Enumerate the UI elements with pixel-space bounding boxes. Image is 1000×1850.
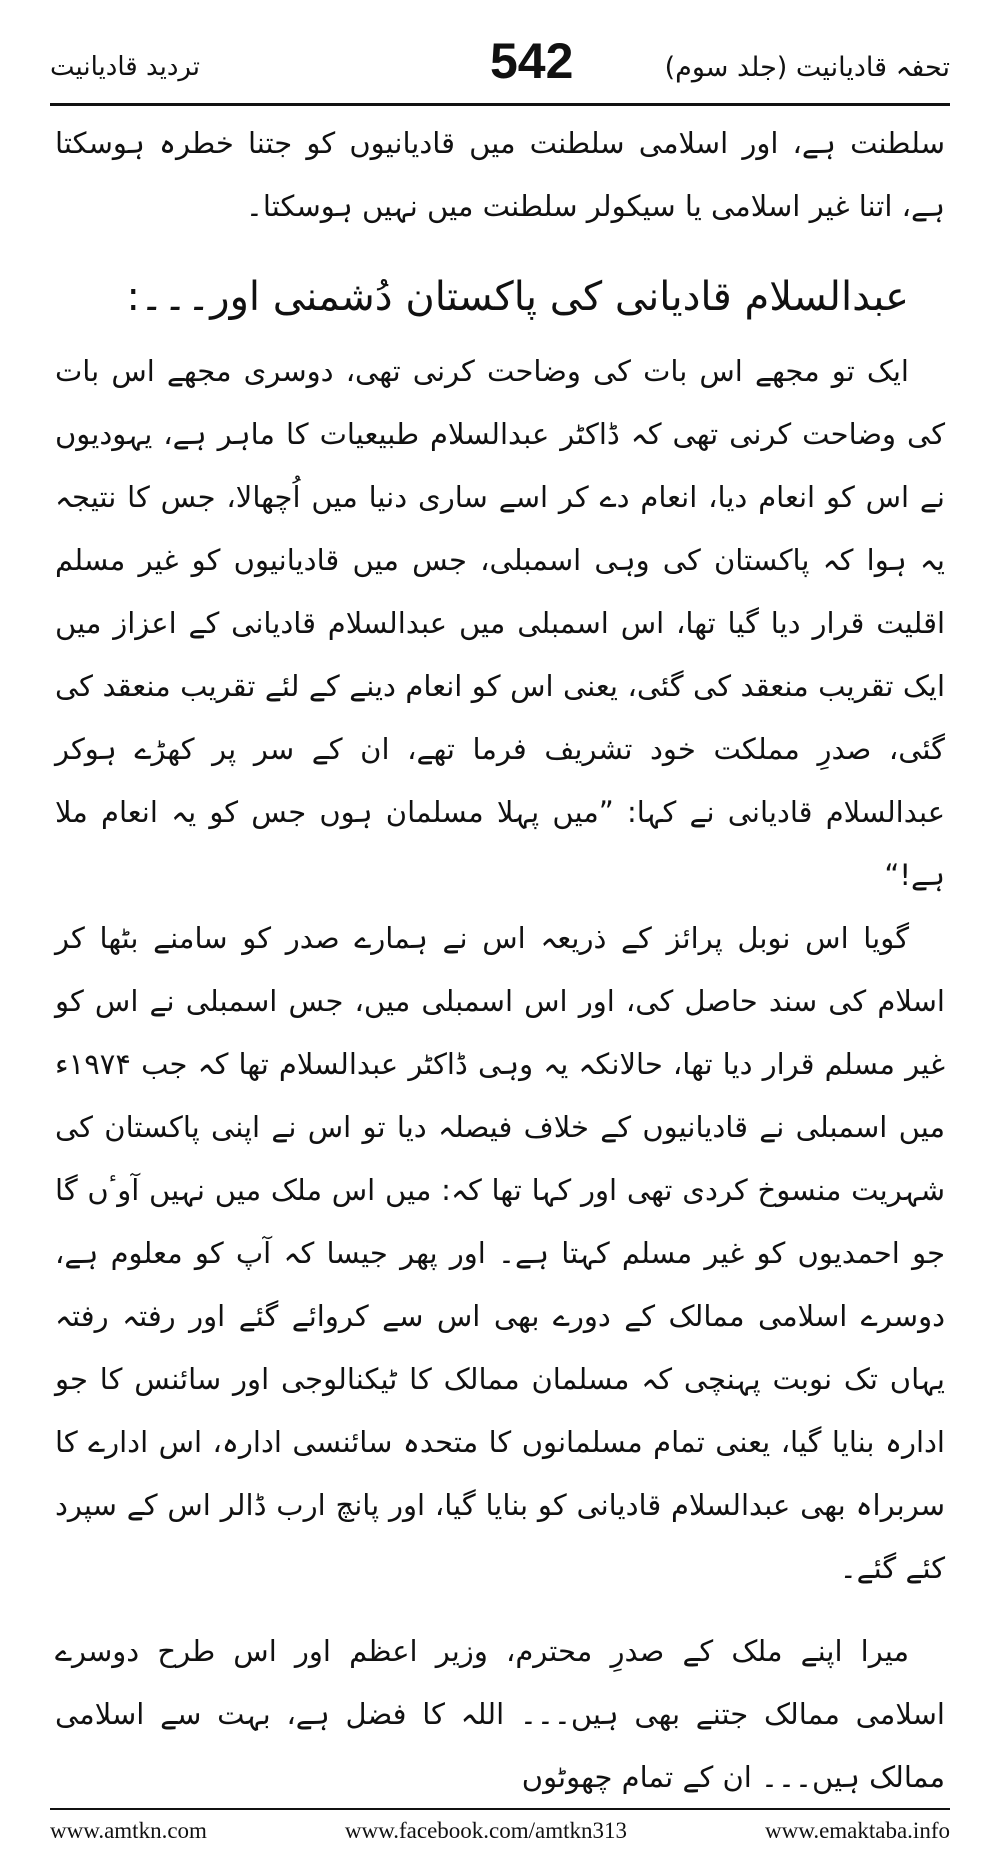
footer-link-emaktaba[interactable]: www.emaktaba.info (764, 1818, 950, 1843)
header-divider (50, 103, 950, 106)
page-footer (50, 1816, 950, 1846)
section-heading: عبدالسلام قادیانی کی پاکستان دُشمنی اور۔۔۔: (126, 274, 909, 320)
paragraph-1: ایک تو مجھے اس بات کی وضاحت کرنی تھی، دوسری مجھے اس بات کی وضاحت کرنی تھی کہ ڈاکٹر عبدالسلام طبیعیات کا ماہر ہے، یہودیوں نے اس کو انعام دیا، انعام دے کر اسے ساری دنیا میں اُچھالا، جس کا نتیجہ یہ ہوا کہ پاکستان کی وہی اسمبلی، جس میں قادیانیوں کو غیر مسلم اقلیت قرار دیا گیا تھا، اس اسمبلی میں عبدالسلام قادیانی کے اعزاز میں ایک تقریب منعقد کی گئی، یعنی اس کو انعام دینے کے لئے تقریب منعقد کی گئی، صدرِ مملکت خود تشریف فرما تھے، ان کے سر پر کھڑے ہوکر عبدالسلام قادیانی نے کہا: ”میں پہلا مسلمان ہوں جس کو یہ انعام ملا ہے!“ (55, 354, 945, 892)
paragraph-2: گویا اس نوبل پرائز کے ذریعہ اس نے ہمارے صدر کو سامنے بٹھا کر اسلام کی سند حاصل کی، اور اس اسمبلی میں، جس اسمبلی نے اس کو غیر مسلم قرار دیا تھا، حالانکہ یہ وہی ڈاکٹر عبدالسلام تھا کہ جب ۱۹۷۴ء میں اسمبلی نے قادیانیوں کے خلاف فیصلہ دیا تو اس نے اپنی پاکستان کی شہریت منسوخ کردی تھی اور کہا تھا کہ: میں اس ملک میں نہیں آوٴں گا جو احمدیوں کو غیر مسلم کہتا ہے۔ اور پھر جیسا کہ آپ کو معلوم ہے، دوسرے اسلامی ممالک کے دورے بھی اس سے کروائے گئے اور رفتہ رفتہ یہاں تک نوبت پہنچی کہ مسلمان ممالک کا ٹیکنالوجی اور سائنس کا جو ادارہ بنایا گیا، یعنی تمام مسلمانوں کا متحدہ سائنسی ادارہ، اس ادارے کا سربراہ بھی عبدالسلام قادیانی کو بنایا گیا، اور پانچ ارب ڈالر اس کے سپرد کئے گئے۔ (55, 921, 945, 1585)
footer-link-facebook[interactable]: www.facebook.com/amtkn313 (344, 1818, 628, 1843)
book-title: تحفہ قادیانیت (جلد سوم) (664, 52, 950, 83)
paragraph-3: میرا اپنے ملک کے صدرِ محترم، وزیر اعظم اور اس طرح دوسرے اسلامی ممالک جتنے بھی ہیں۔۔۔ اللہ کا فضل ہے، بہت سے اسلامی ممالک ہیں۔۔۔ ان کے تمام چھوٹوں (55, 1634, 945, 1794)
section-title: تردید قادیانیت (50, 52, 201, 82)
page-number: 542 (490, 33, 574, 89)
page-body (55, 112, 945, 1809)
footer-link-amtkn[interactable]: www.amtkn.com (50, 1818, 207, 1843)
page-header (50, 22, 950, 104)
footer-divider (50, 1808, 950, 1810)
paragraph-continuation: سلطنت ہے، اور اسلامی سلطنت میں قادیانیوں کو جتنا خطرہ ہوسکتا ہے، اتنا غیر اسلامی یا سیکولر سلطنت میں نہیں ہوسکتا۔ (55, 126, 945, 223)
